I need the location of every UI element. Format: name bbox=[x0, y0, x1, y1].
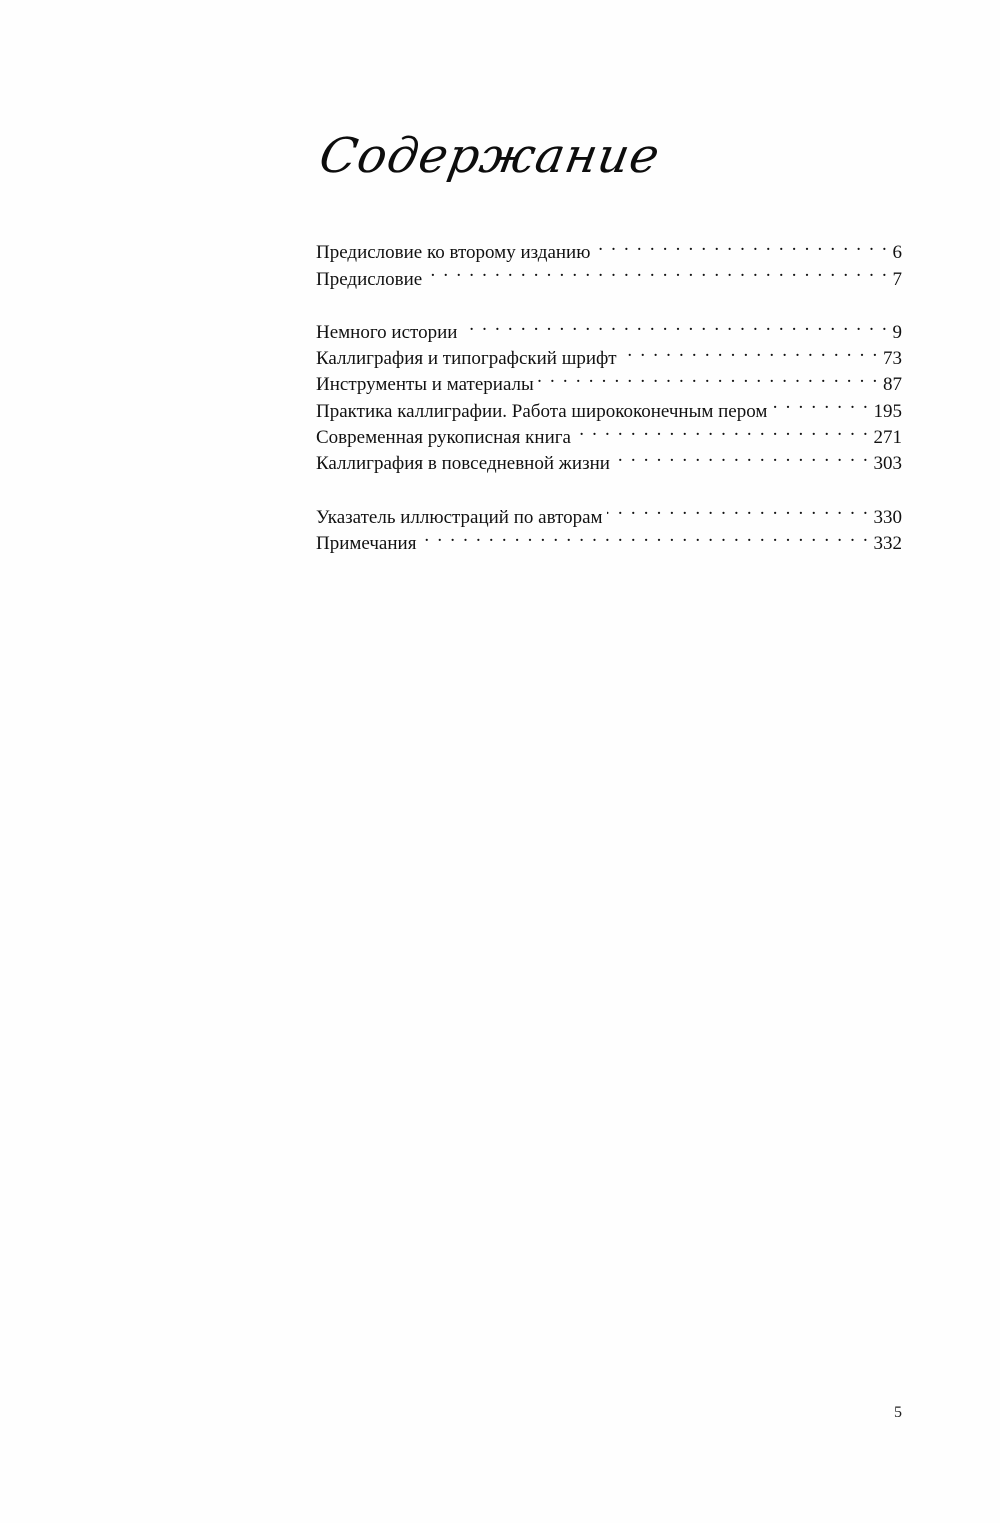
toc-entry-page: 330 bbox=[873, 506, 902, 528]
toc-entry-page: 7 bbox=[892, 268, 902, 290]
toc-entry-title: Предисловие ко второму изданию bbox=[316, 242, 591, 264]
dot-leader bbox=[420, 523, 869, 549]
toc-entry-page: 87 bbox=[883, 374, 902, 396]
toc-entry-page: 332 bbox=[873, 532, 902, 554]
toc-entry-page: 303 bbox=[873, 453, 902, 475]
toc-entry-title: Современная рукописная книга bbox=[316, 427, 571, 449]
dot-leader bbox=[426, 258, 888, 284]
toc-entry-page: 73 bbox=[883, 348, 902, 370]
dot-leader bbox=[771, 390, 869, 416]
table-of-contents bbox=[316, 232, 902, 554]
toc-entry-page: 6 bbox=[892, 242, 902, 264]
page-title: Содержание bbox=[315, 128, 665, 184]
dot-leader bbox=[538, 364, 879, 390]
toc-entry-title: Каллиграфия и типографский шрифт bbox=[316, 348, 617, 370]
toc-entry-page: 195 bbox=[873, 400, 902, 422]
toc-entry-title: Немного истории bbox=[316, 321, 458, 343]
dot-leader bbox=[614, 443, 870, 469]
toc-entry-page: 271 bbox=[873, 427, 902, 449]
toc-entry-title: Практика каллиграфии. Работа ширококонечным пером bbox=[316, 400, 768, 422]
toc-group-front-matter bbox=[316, 232, 902, 290]
toc-entry-title: Инструменты и материалы bbox=[316, 374, 534, 396]
toc-entry-page: 9 bbox=[892, 321, 902, 343]
toc-group-chapters bbox=[316, 312, 902, 475]
toc-entry-title: Примечания bbox=[316, 532, 417, 554]
toc-group-back-matter bbox=[316, 496, 902, 554]
toc-entry[interactable] bbox=[316, 312, 902, 343]
dot-leader bbox=[575, 417, 870, 443]
page-number: 5 bbox=[894, 1404, 902, 1421]
dot-leader bbox=[621, 338, 879, 364]
toc-entry-title: Предисловие bbox=[316, 268, 423, 290]
toc-entry[interactable] bbox=[316, 232, 902, 264]
toc-entry[interactable] bbox=[316, 496, 902, 528]
dot-leader bbox=[594, 232, 888, 258]
dot-leader bbox=[607, 496, 870, 522]
dot-leader bbox=[461, 312, 888, 338]
toc-entry-title: Каллиграфия в повседневной жизни bbox=[316, 453, 610, 475]
toc-entry-title: Указатель иллюстраций по авторам bbox=[316, 506, 603, 528]
